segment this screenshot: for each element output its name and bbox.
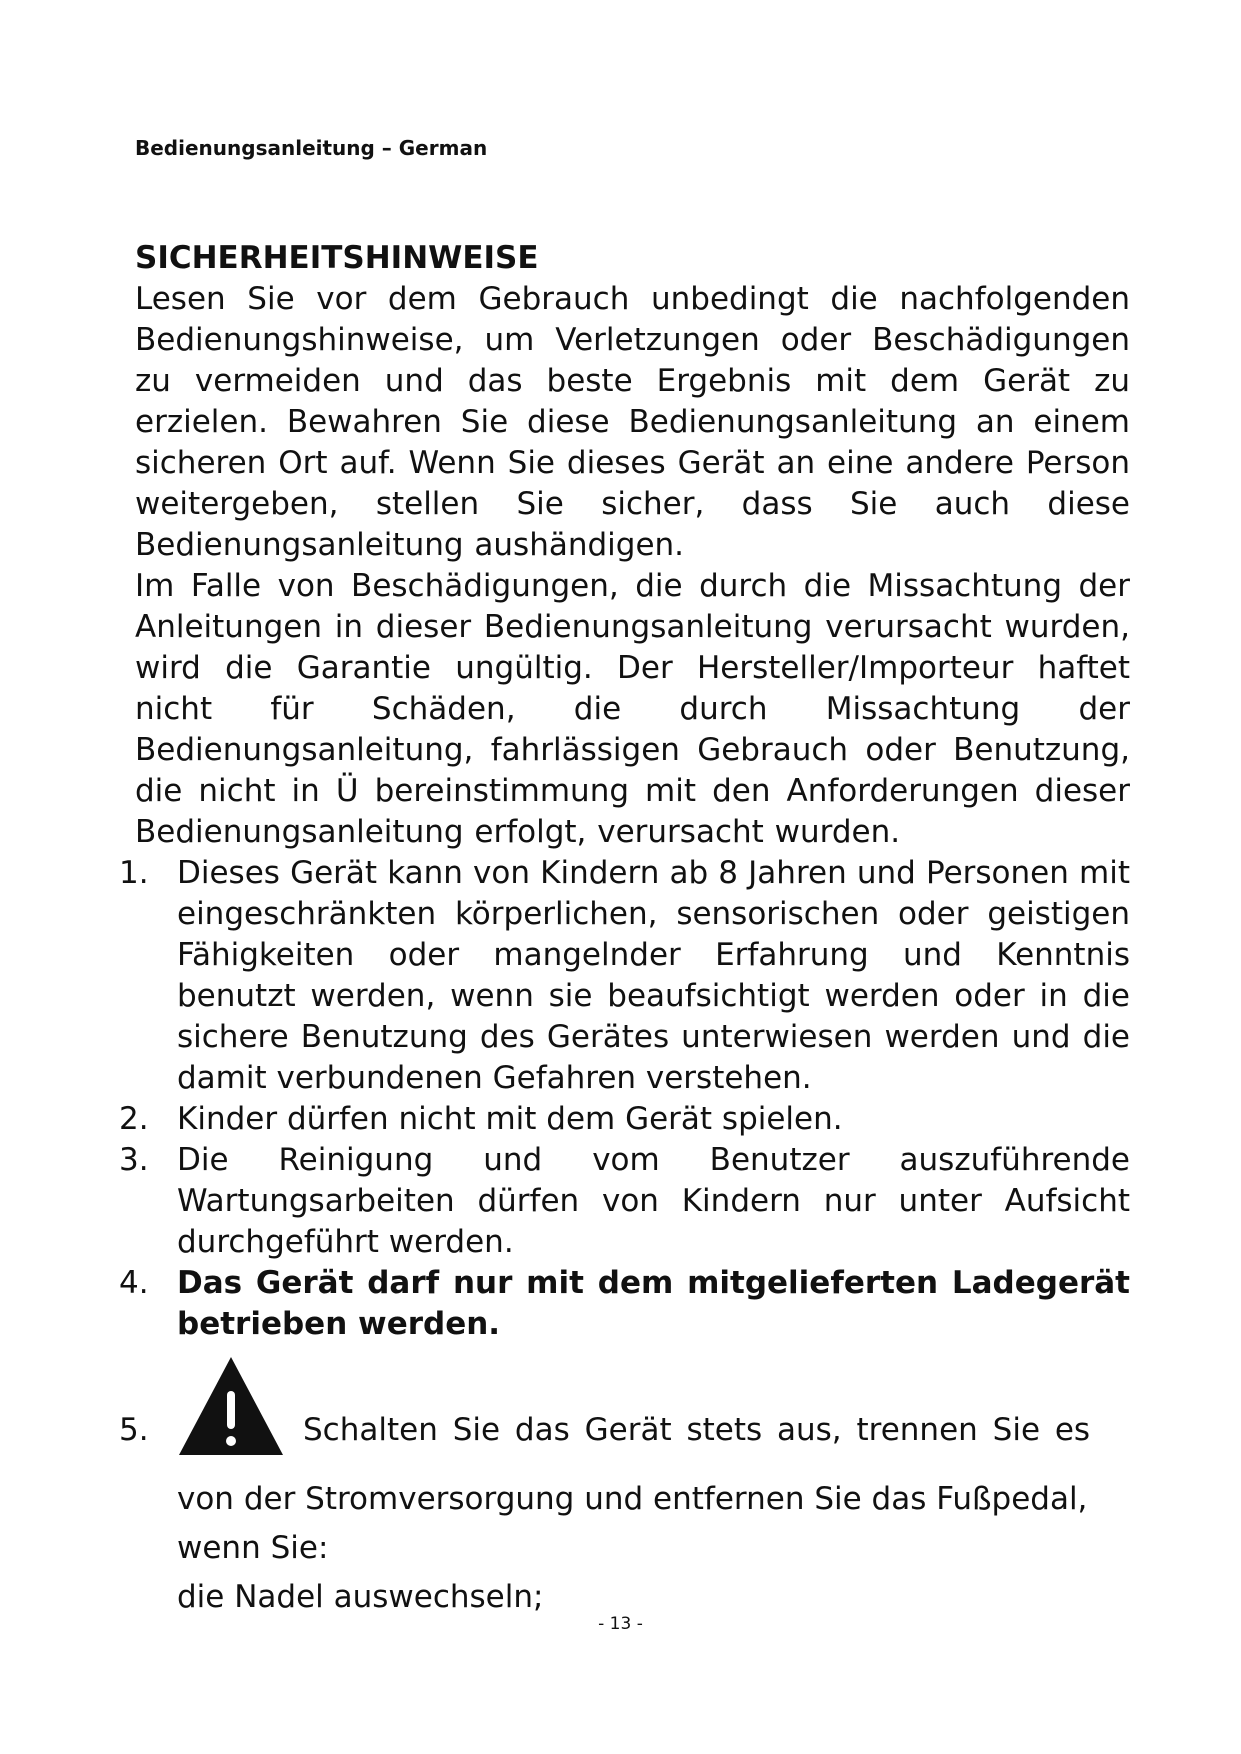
list-item: [119, 1263, 1130, 1345]
list-item: [119, 1099, 1130, 1140]
warning-text-line-1: Schalten Sie das Gerät stets aus, trennen Sie es: [303, 1412, 1091, 1448]
warning-row: [119, 1345, 1130, 1451]
list-item-text: Kinder dürfen nicht mit dem Gerät spielen.: [177, 1101, 843, 1137]
list-item-text: Die Reinigung und vom Benutzer auszuführende Wartungsarbeiten dürfen von Kindern nur unter Aufsicht durchgeführt werden.: [177, 1142, 1130, 1260]
safety-section: [119, 238, 1130, 1622]
intro-paragraph-1: Lesen Sie vor dem Gebrauch unbedingt die nachfolgenden Bedienungshinweise, um Verletzungen oder Beschädigungen zu vermeiden und das beste Ergebnis mit dem Gerät zu erzielen. Bewahren Sie diese Bedienungsanleitung an einem sicheren Ort auf. Wenn Sie dieses Gerät an eine andere Person weitergeben, stellen Sie sicher, dass Sie auch diese Bedienungsanleitung aushändigen.: [135, 281, 1130, 563]
list-item-number: 3.: [119, 1142, 149, 1178]
list-item-warning: [119, 1345, 1130, 1622]
list-item: [119, 1140, 1130, 1263]
warning-text-line-4: die Nadel auswechseln;: [177, 1579, 544, 1615]
warning-text-line-3: wenn Sie:: [177, 1530, 329, 1566]
safety-list: [119, 853, 1130, 1622]
page-number: - 13 -: [598, 1614, 643, 1634]
list-item: [119, 853, 1130, 1099]
warning-text-line-2: von der Stromversorgung und entfernen Sie das Fußpedal,: [177, 1481, 1088, 1517]
list-item-number: 4.: [119, 1265, 149, 1301]
list-item-text: Dieses Gerät kann von Kindern ab 8 Jahren und Personen mit eingeschränkten körperlichen, sensorischen oder geistigen Fähigkeiten oder mangelnder Erfahrung und Kenntnis benutzt werden, wenn sie beaufsichtigt werden oder in die sichere Benutzung des Gerätes unterwiesen werden und die damit verbundenen Gefahren verstehen.: [177, 855, 1130, 1096]
warning-text-continuation: [135, 1475, 1130, 1622]
list-item-number: 2.: [119, 1101, 149, 1137]
section-title: SICHERHEITSHINWEISE: [135, 240, 539, 276]
warning-triangle-icon: [177, 1355, 285, 1457]
list-item-number: 1.: [119, 855, 149, 891]
list-item-number: 5.: [119, 1412, 149, 1448]
document-header: Bedienungsanleitung – German: [135, 136, 488, 160]
list-item-text-bold: Das Gerät darf nur mit dem mitgelieferten Ladegerät betrieben werden.: [177, 1265, 1130, 1342]
intro-paragraph-2: Im Falle von Beschädigungen, die durch die Missachtung der Anleitungen in dieser Bedienungsanleitung verursacht wurden, wird die Garantie ungültig. Der Hersteller/Importeur haftet nicht für Schäden, die durch Missachtung der Bedienungsanleitung, fahrlässigen Gebrauch oder Benutzung, die nicht in Ü bereinstimmung mit den Anforderungen dieser Bedienungsanleitung erfolgt, verursacht wurden.: [135, 568, 1130, 850]
